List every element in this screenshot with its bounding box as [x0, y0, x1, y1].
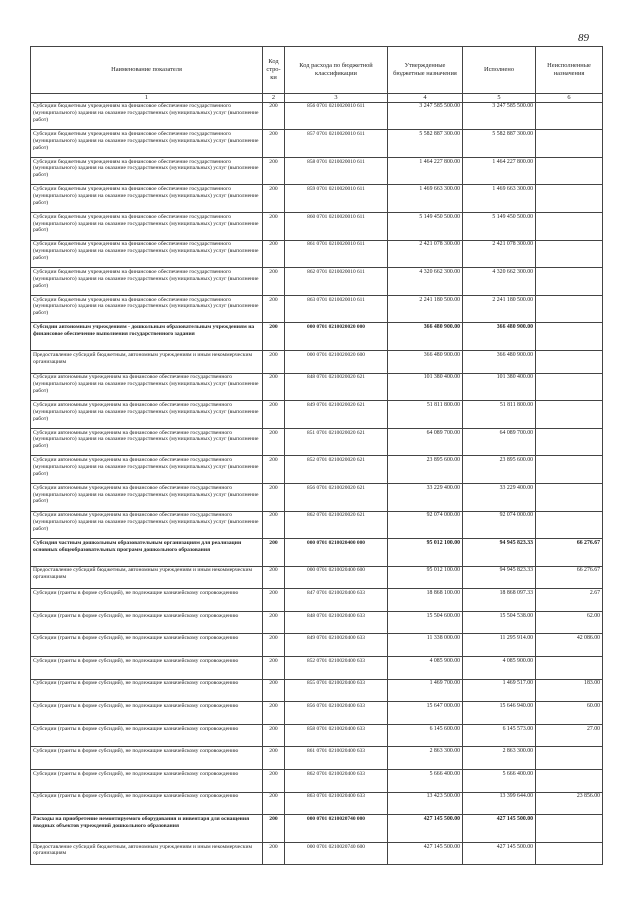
row-approved: 95 012 100.00	[388, 539, 463, 567]
header-name: Наименование показателя	[31, 47, 263, 94]
row-executed: 366 480 900.00	[463, 323, 536, 351]
row-kr-code: 860 0701 0210020010 611	[285, 212, 388, 240]
row-unexecuted	[536, 212, 603, 240]
row-executed: 5 149 450 500.00	[463, 212, 536, 240]
table-row	[31, 212, 603, 240]
row-kr-code: 855 0701 0210020400 633	[285, 679, 388, 702]
table-row	[31, 539, 603, 567]
row-executed: 4 320 662 300.00	[463, 268, 536, 296]
row-code: 200	[263, 842, 285, 865]
row-unexecuted: 66 276.67	[536, 566, 603, 589]
row-unexecuted	[536, 770, 603, 793]
table-row	[31, 350, 603, 373]
row-executed: 94 945 823.33	[463, 566, 536, 589]
row-unexecuted: 183.00	[536, 679, 603, 702]
row-approved: 51 811 800.00	[388, 401, 463, 429]
row-kr-code: 862 0701 0210020020 621	[285, 511, 388, 539]
row-kr-code: 849 0701 0210020020 621	[285, 401, 388, 429]
row-kr-code: 000 0701 0210020400 000	[285, 539, 388, 567]
row-kr-code: 000 0701 0210020740 000	[285, 815, 388, 843]
row-approved: 2 421 078 300.00	[388, 240, 463, 268]
table-row	[31, 268, 603, 296]
row-unexecuted: 60.00	[536, 702, 603, 725]
row-name: Субсидии бюджетным учреждениям на финансовое обеспечение государственного (муниципального) задания на оказание государственных (муниципальных) услуг (выполнение работ)	[31, 295, 263, 323]
row-code: 200	[263, 747, 285, 770]
row-executed: 1 469 663 300.00	[463, 185, 536, 213]
row-unexecuted	[536, 240, 603, 268]
row-name: Субсидии (гранты в форме субсидий), не подлежащие казначейскому сопровождению	[31, 724, 263, 747]
row-executed: 1 464 227 800.00	[463, 157, 536, 185]
row-name: Субсидии (гранты в форме субсидий), не подлежащие казначейскому сопровождению	[31, 657, 263, 680]
row-executed: 18 868 097.33	[463, 589, 536, 612]
row-kr-code: 861 0701 0210020400 633	[285, 747, 388, 770]
row-approved: 18 868 100.00	[388, 589, 463, 612]
row-name: Субсидии (гранты в форме субсидий), не подлежащие казначейскому сопровождению	[31, 589, 263, 612]
row-approved: 23 895 600.00	[388, 456, 463, 484]
row-code: 200	[263, 611, 285, 634]
row-kr-code: 863 0701 0210020400 633	[285, 792, 388, 815]
table-row	[31, 240, 603, 268]
row-unexecuted	[536, 185, 603, 213]
header-kr: Код расхода по бюджетной классификации	[285, 47, 388, 94]
table-row	[31, 589, 603, 612]
row-kr-code: 847 0701 0210020400 633	[285, 589, 388, 612]
row-unexecuted	[536, 428, 603, 456]
row-kr-code: 857 0701 0210020010 611	[285, 130, 388, 158]
header-approved: Утвержденные бюджетные назначения	[388, 47, 463, 94]
row-approved: 33 229 400.00	[388, 483, 463, 511]
row-name: Субсидии (гранты в форме субсидий), не подлежащие казначейскому сопровождению	[31, 634, 263, 657]
row-code: 200	[263, 212, 285, 240]
row-kr-code: 000 0701 0210020020 600	[285, 350, 388, 373]
row-executed: 23 895 600.00	[463, 456, 536, 484]
table-row	[31, 483, 603, 511]
row-executed: 2 421 078 300.00	[463, 240, 536, 268]
table-body	[31, 102, 603, 865]
row-unexecuted	[536, 130, 603, 158]
row-code: 200	[263, 566, 285, 589]
column-number: 4	[388, 93, 463, 102]
table-row	[31, 456, 603, 484]
row-executed: 11 295 914.00	[463, 634, 536, 657]
row-unexecuted	[536, 456, 603, 484]
row-unexecuted	[536, 268, 603, 296]
row-name: Субсидии автономным учреждениям на финансовое обеспечение государственного (муниципального) задания на оказание государственных (муниципальных) услуг (выполнение работ)	[31, 456, 263, 484]
row-name: Субсидии бюджетным учреждениям на финансовое обеспечение государственного (муниципального) задания на оказание государственных (муниципальных) услуг (выполнение работ)	[31, 157, 263, 185]
row-approved: 4 320 662 300.00	[388, 268, 463, 296]
row-code: 200	[263, 401, 285, 429]
row-executed: 5 582 887 300.00	[463, 130, 536, 158]
table-row	[31, 428, 603, 456]
row-unexecuted: 42 086.00	[536, 634, 603, 657]
row-name: Субсидии (гранты в форме субсидий), не подлежащие казначейскому сопровождению	[31, 611, 263, 634]
table-row	[31, 702, 603, 725]
row-code: 200	[263, 770, 285, 793]
row-unexecuted: 2.67	[536, 589, 603, 612]
row-approved: 6 145 600.00	[388, 724, 463, 747]
table-row	[31, 747, 603, 770]
row-name: Предоставление субсидий бюджетным, автономным учреждениям и иным некоммерческим организациям	[31, 350, 263, 373]
row-code: 200	[263, 657, 285, 680]
row-approved: 3 247 585 500.00	[388, 102, 463, 130]
row-kr-code: 859 0701 0210020010 611	[285, 185, 388, 213]
column-number-row	[31, 93, 603, 102]
row-name: Предоставление субсидий бюджетным, автономным учреждениям и иным некоммерческим организациям	[31, 566, 263, 589]
row-unexecuted: 27.00	[536, 724, 603, 747]
row-executed: 51 811 800.00	[463, 401, 536, 429]
row-approved: 2 241 180 500.00	[388, 295, 463, 323]
row-executed: 94 945 823.33	[463, 539, 536, 567]
row-code: 200	[263, 240, 285, 268]
table-row	[31, 157, 603, 185]
row-code: 200	[263, 539, 285, 567]
row-unexecuted	[536, 350, 603, 373]
row-name: Субсидии автономным учреждениям на финансовое обеспечение государственного (муниципального) задания на оказание государственных (муниципальных) услуг (выполнение работ)	[31, 511, 263, 539]
row-executed: 15 504 538.00	[463, 611, 536, 634]
row-code: 200	[263, 483, 285, 511]
row-kr-code: 848 0701 0210020400 633	[285, 611, 388, 634]
row-approved: 1 469 663 300.00	[388, 185, 463, 213]
row-name: Субсидии (гранты в форме субсидий), не подлежащие казначейскому сопровождению	[31, 770, 263, 793]
table-row	[31, 130, 603, 158]
table-row	[31, 634, 603, 657]
row-kr-code: 861 0701 0210020010 611	[285, 240, 388, 268]
row-name: Субсидии (гранты в форме субсидий), не подлежащие казначейскому сопровождению	[31, 792, 263, 815]
row-executed: 6 145 573.00	[463, 724, 536, 747]
table-row	[31, 724, 603, 747]
page-number: 89	[578, 32, 589, 44]
row-code: 200	[263, 185, 285, 213]
row-unexecuted	[536, 657, 603, 680]
row-name: Субсидия частным дошкольным образовательным организациям для реализации основных общеобразовательных программ дошкольного образования	[31, 539, 263, 567]
row-kr-code: 848 0701 0210020020 621	[285, 373, 388, 401]
row-unexecuted	[536, 483, 603, 511]
row-code: 200	[263, 456, 285, 484]
row-name: Субсидии автономным учреждениям на финансовое обеспечение государственного (муниципального) задания на оказание государственных (муниципальных) услуг (выполнение работ)	[31, 373, 263, 401]
row-code: 200	[263, 323, 285, 351]
row-code: 200	[263, 815, 285, 843]
row-name: Субсидии автономным учреждениям - дошкольным образовательным учреждениям на финансовое обеспечение выполнения государственного задания	[31, 323, 263, 351]
row-executed: 13 399 644.00	[463, 792, 536, 815]
row-unexecuted: 23 856.00	[536, 792, 603, 815]
row-executed: 427 145 500.00	[463, 842, 536, 865]
row-approved: 95 012 100.00	[388, 566, 463, 589]
row-executed: 366 480 900.00	[463, 350, 536, 373]
row-code: 200	[263, 295, 285, 323]
row-approved: 64 089 700.00	[388, 428, 463, 456]
row-approved: 15 504 600.00	[388, 611, 463, 634]
row-kr-code: 851 0701 0210020020 621	[285, 428, 388, 456]
row-code: 200	[263, 350, 285, 373]
table-row	[31, 401, 603, 429]
budget-execution-table	[30, 46, 603, 865]
row-approved: 15 647 000.00	[388, 702, 463, 725]
table-row	[31, 566, 603, 589]
row-executed: 2 241 180 500.00	[463, 295, 536, 323]
row-unexecuted	[536, 401, 603, 429]
row-unexecuted	[536, 157, 603, 185]
column-number: 5	[463, 93, 536, 102]
row-name: Субсидии (гранты в форме субсидий), не подлежащие казначейскому сопровождению	[31, 679, 263, 702]
row-kr-code: 858 0701 0210020400 633	[285, 724, 388, 747]
table-header-row	[31, 47, 603, 94]
row-executed: 5 666 400.00	[463, 770, 536, 793]
row-approved: 2 863 300.00	[388, 747, 463, 770]
row-executed: 101 380 400.00	[463, 373, 536, 401]
table-row	[31, 842, 603, 865]
row-unexecuted: 62.00	[536, 611, 603, 634]
row-executed: 3 247 585 500.00	[463, 102, 536, 130]
row-code: 200	[263, 130, 285, 158]
row-kr-code: 863 0701 0210020010 611	[285, 295, 388, 323]
row-executed: 4 085 900.00	[463, 657, 536, 680]
table-row	[31, 373, 603, 401]
row-approved: 101 380 400.00	[388, 373, 463, 401]
row-executed: 15 646 940.00	[463, 702, 536, 725]
row-approved: 11 338 000.00	[388, 634, 463, 657]
row-kr-code: 000 0701 0210020400 600	[285, 566, 388, 589]
row-name: Расходы на приобретение немонтируемого оборудования и инвентаря для оснащения вводных объектов учреждений дошкольного образования	[31, 815, 263, 843]
row-name: Субсидии (гранты в форме субсидий), не подлежащие казначейскому сопровождению	[31, 702, 263, 725]
column-number: 3	[285, 93, 388, 102]
table-row	[31, 102, 603, 130]
row-unexecuted	[536, 815, 603, 843]
table-row	[31, 611, 603, 634]
row-code: 200	[263, 702, 285, 725]
row-approved: 5 582 887 300.00	[388, 130, 463, 158]
table-row	[31, 815, 603, 843]
row-unexecuted	[536, 323, 603, 351]
row-name: Субсидии (гранты в форме субсидий), не подлежащие казначейскому сопровождению	[31, 747, 263, 770]
row-executed: 2 863 300.00	[463, 747, 536, 770]
row-name: Субсидии автономным учреждениям на финансовое обеспечение государственного (муниципального) задания на оказание государственных (муниципальных) услуг (выполнение работ)	[31, 483, 263, 511]
row-kr-code: 862 0701 0210020400 633	[285, 770, 388, 793]
row-code: 200	[263, 589, 285, 612]
header-code: Код стро-ки	[263, 47, 285, 94]
row-approved: 427 145 500.00	[388, 842, 463, 865]
row-kr-code: 000 0701 0210020020 000	[285, 323, 388, 351]
row-approved: 427 145 500.00	[388, 815, 463, 843]
row-unexecuted: 66 276.67	[536, 539, 603, 567]
table-row	[31, 295, 603, 323]
row-code: 200	[263, 268, 285, 296]
row-approved: 1 469 700.00	[388, 679, 463, 702]
row-kr-code: 862 0701 0210020010 611	[285, 268, 388, 296]
row-kr-code: 849 0701 0210020400 633	[285, 634, 388, 657]
row-name: Субсидии бюджетным учреждениям на финансовое обеспечение государственного (муниципального) задания на оказание государственных (муниципальных) услуг (выполнение работ)	[31, 212, 263, 240]
row-kr-code: 000 0701 0210020740 600	[285, 842, 388, 865]
row-kr-code: 856 0701 0210020020 621	[285, 483, 388, 511]
table-row	[31, 679, 603, 702]
row-unexecuted	[536, 747, 603, 770]
row-name: Субсидии бюджетным учреждениям на финансовое обеспечение государственного (муниципального) задания на оказание государственных (муниципальных) услуг (выполнение работ)	[31, 240, 263, 268]
table-row	[31, 792, 603, 815]
row-unexecuted	[536, 295, 603, 323]
row-code: 200	[263, 511, 285, 539]
row-code: 200	[263, 724, 285, 747]
row-unexecuted	[536, 102, 603, 130]
row-code: 200	[263, 157, 285, 185]
row-approved: 4 085 900.00	[388, 657, 463, 680]
row-code: 200	[263, 634, 285, 657]
row-kr-code: 856 0701 0210020010 611	[285, 102, 388, 130]
row-name: Субсидии автономным учреждениям на финансовое обеспечение государственного (муниципального) задания на оказание государственных (муниципальных) услуг (выполнение работ)	[31, 428, 263, 456]
table-row	[31, 185, 603, 213]
row-unexecuted	[536, 373, 603, 401]
row-kr-code: 858 0701 0210020010 611	[285, 157, 388, 185]
row-name: Субсидии автономным учреждениям на финансовое обеспечение государственного (муниципального) задания на оказание государственных (муниципальных) услуг (выполнение работ)	[31, 401, 263, 429]
row-code: 200	[263, 373, 285, 401]
row-approved: 5 666 400.00	[388, 770, 463, 793]
row-name: Субсидии бюджетным учреждениям на финансовое обеспечение государственного (муниципального) задания на оказание государственных (муниципальных) услуг (выполнение работ)	[31, 102, 263, 130]
row-kr-code: 856 0701 0210020400 633	[285, 702, 388, 725]
row-unexecuted	[536, 511, 603, 539]
row-kr-code: 852 0701 0210020400 633	[285, 657, 388, 680]
row-approved: 366 480 900.00	[388, 323, 463, 351]
table-row	[31, 511, 603, 539]
column-number: 1	[31, 93, 263, 102]
row-approved: 5 149 450 500.00	[388, 212, 463, 240]
table-row	[31, 657, 603, 680]
row-kr-code: 852 0701 0210020020 621	[285, 456, 388, 484]
row-approved: 366 480 900.00	[388, 350, 463, 373]
row-name: Субсидии бюджетным учреждениям на финансовое обеспечение государственного (муниципального) задания на оказание государственных (муниципальных) услуг (выполнение работ)	[31, 185, 263, 213]
row-executed: 1 469 517.00	[463, 679, 536, 702]
header-executed: Исполнено	[463, 47, 536, 94]
table-row	[31, 770, 603, 793]
row-name: Субсидии бюджетным учреждениям на финансовое обеспечение государственного (муниципального) задания на оказание государственных (муниципальных) услуг (выполнение работ)	[31, 268, 263, 296]
row-name: Субсидии бюджетным учреждениям на финансовое обеспечение государственного (муниципального) задания на оказание государственных (муниципальных) услуг (выполнение работ)	[31, 130, 263, 158]
row-approved: 92 074 000.00	[388, 511, 463, 539]
row-approved: 1 464 227 800.00	[388, 157, 463, 185]
header-unexecuted: Неисполненные назначения	[536, 47, 603, 94]
row-executed: 92 074 000.00	[463, 511, 536, 539]
row-code: 200	[263, 102, 285, 130]
row-executed: 427 145 500.00	[463, 815, 536, 843]
row-executed: 64 089 700.00	[463, 428, 536, 456]
row-name: Предоставление субсидий бюджетным, автономным учреждениям и иным некоммерческим организациям	[31, 842, 263, 865]
column-number: 6	[536, 93, 603, 102]
row-executed: 33 229 400.00	[463, 483, 536, 511]
row-code: 200	[263, 428, 285, 456]
row-approved: 13 423 500.00	[388, 792, 463, 815]
table-row	[31, 323, 603, 351]
row-unexecuted	[536, 842, 603, 865]
row-code: 200	[263, 679, 285, 702]
column-number: 2	[263, 93, 285, 102]
row-code: 200	[263, 792, 285, 815]
